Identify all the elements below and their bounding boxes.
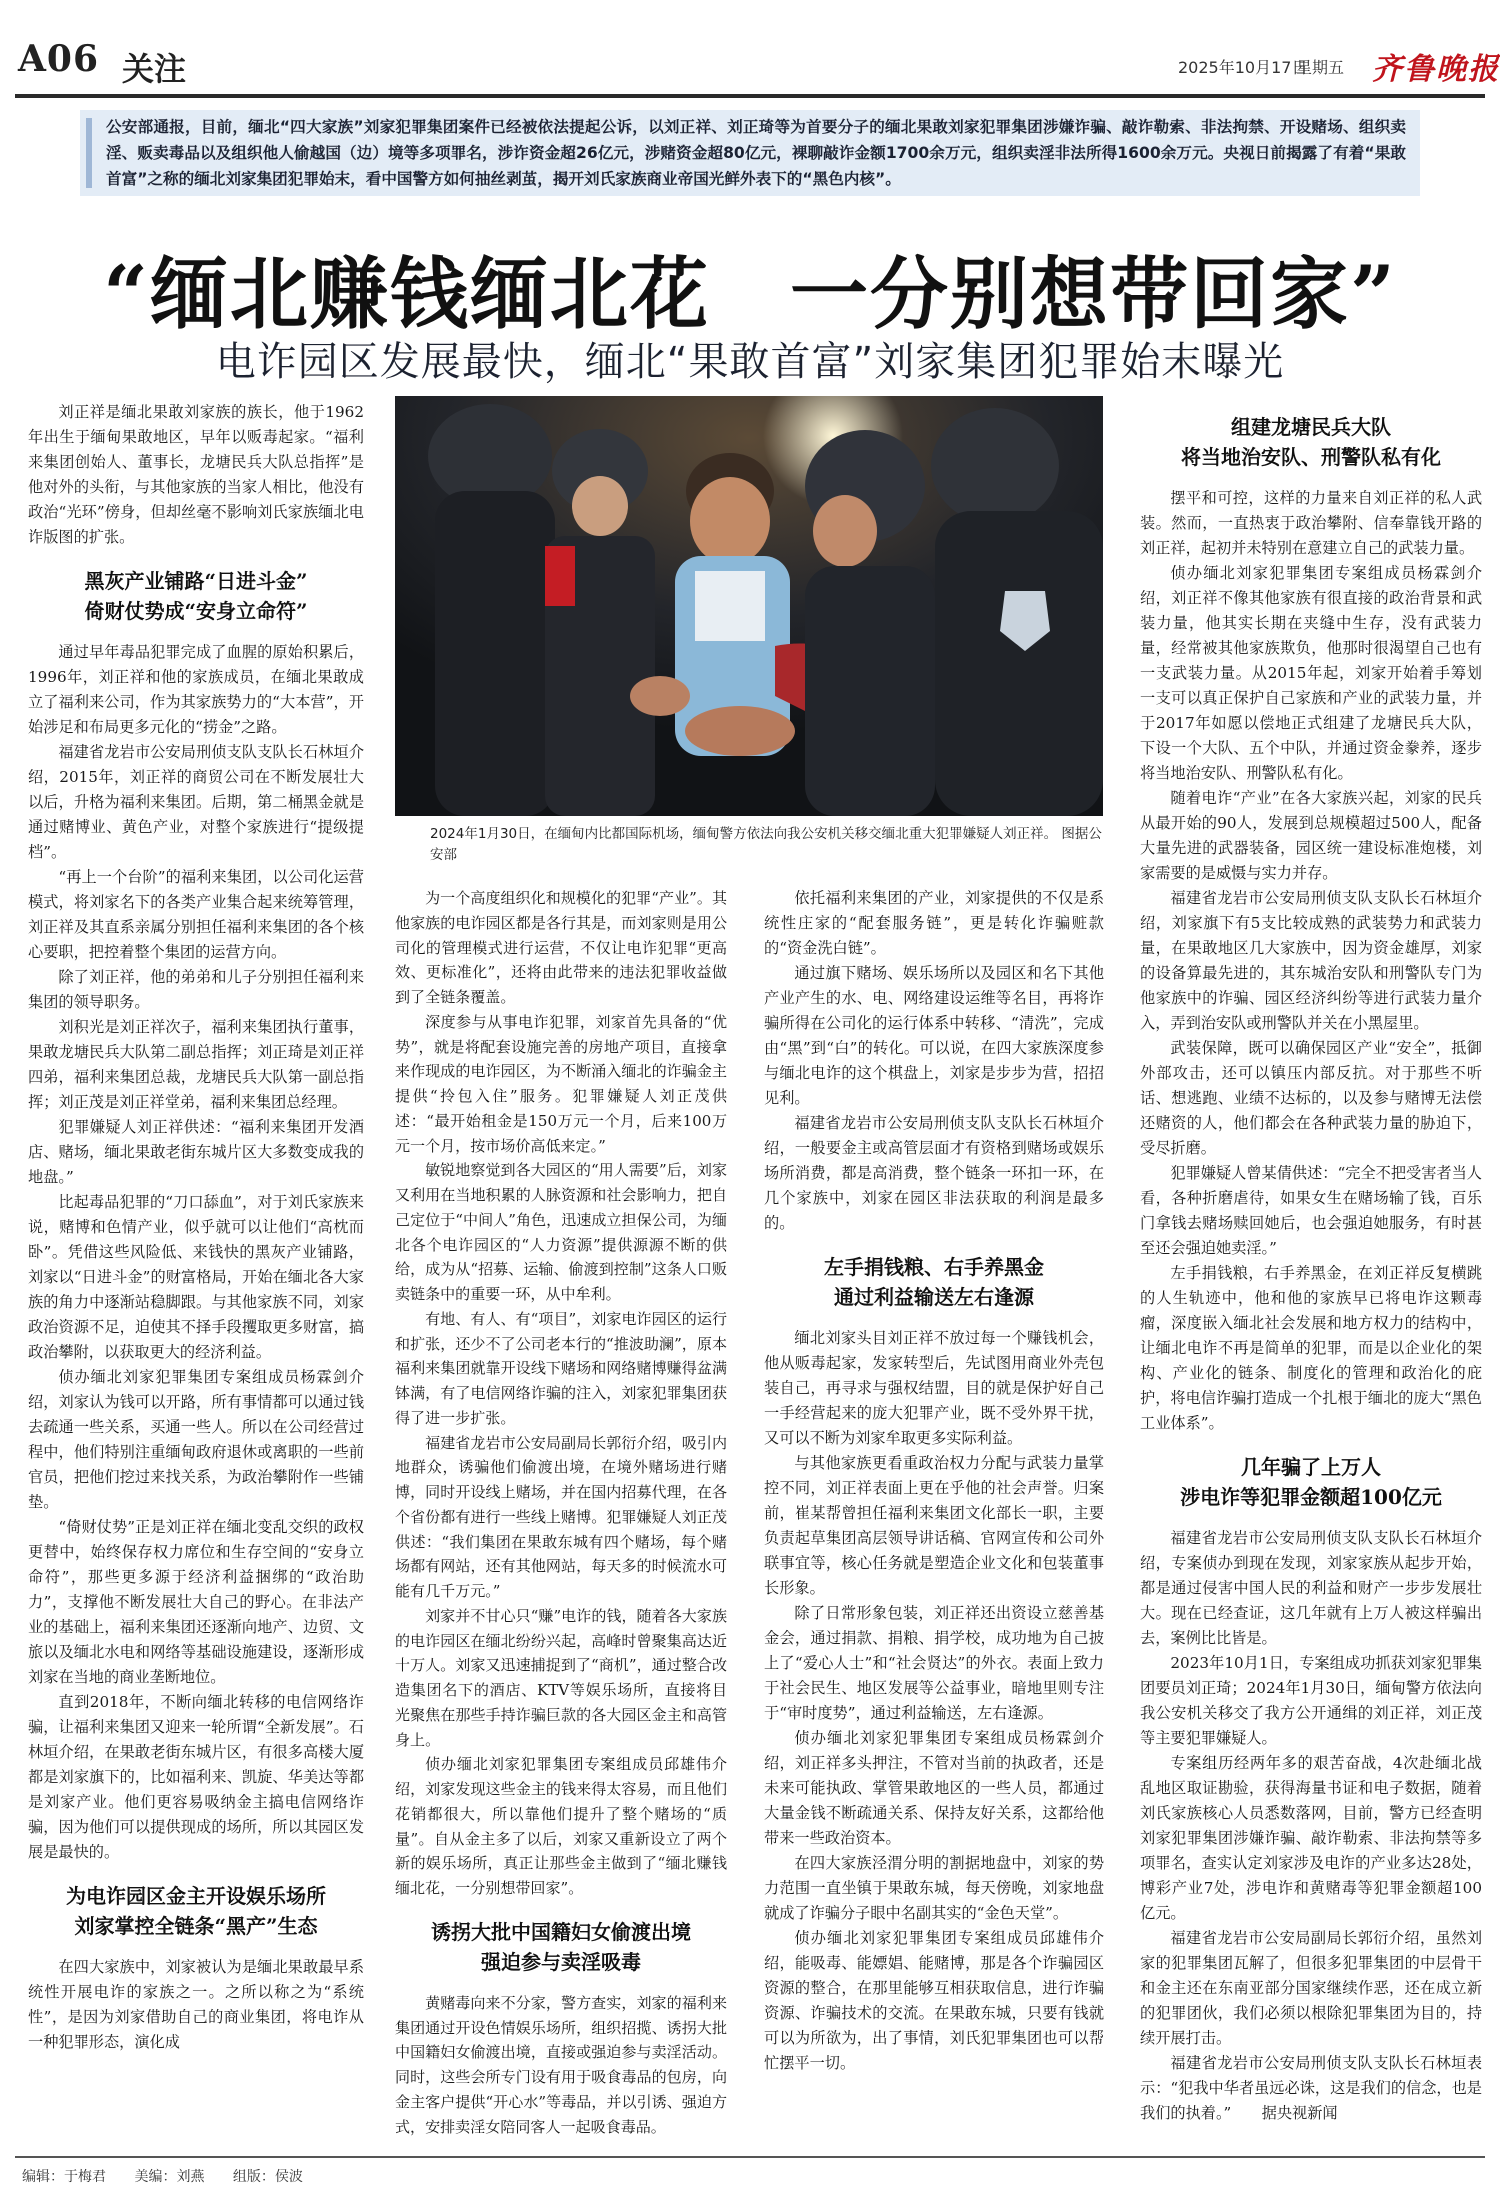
editor-credit: 编辑：于梅君	[22, 2169, 106, 2185]
article-paragraph: 左手捐钱粮，右手养黑金，在刘正祥反复横跳的人生轨迹中，他和他的家族早已将电诈这颗毒瘤，深度嵌入缅北社会发展和地方权力的结构中，让缅北电诈不再是简单的犯罪，而是以企业化的架构、产业化的链条、制度化的管理和政治化的庇护，将电信诈骗打造成一个扎根于缅北的庞大“黑色工业体系”。	[1140, 1264, 1482, 1432]
article-paragraph: 除了刘正祥，他的弟弟和儿子分别担任福利来集团的领导职务。	[28, 968, 364, 1011]
issue-weekday: 星期五	[1296, 58, 1345, 77]
layout-credit: 组版：侯波	[232, 2169, 303, 2185]
article-paragraph: 刘积光是刘正祥次子，福利来集团执行董事，果敢龙塘民兵大队第二副总指挥；刘正琦是刘正祥四弟，福利来集团总裁，龙塘民兵大队第一副总指挥；刘正茂是刘正祥堂弟，福利来集团总经理。	[28, 1018, 364, 1111]
section-heading: 组建龙塘民兵大队 将当地治安队、刑警队私有化	[1181, 415, 1441, 469]
article-column-4	[1140, 400, 1482, 2126]
article-paragraph: 缅北刘家头目刘正祥不放过每一个赚钱机会，他从贩毒起家，发家转型后，先试图用商业外壳包装自己，再寻求与强权结盟，目的就是保护好自己一手经营起来的庞大犯罪产业，既不受外界干扰，又可以不断为刘家牟取更多实际利益。	[764, 1329, 1104, 1447]
article-paragraph: 福建省龙岩市公安局刑侦支队支队长石林垣介绍，专案侦办到现在发现，刘家家族从起步开始，都是通过侵害中国人民的利益和财产一步步发展壮大。现在已经查证，这几年就有上万人被这样骗出去，案例比比皆是。	[1140, 1529, 1482, 1647]
article-paragraph: 为一个高度组织化和规模化的犯罪“产业”。其他家族的电诈园区都是各行其是，而刘家则是用公司化的管理模式进行运营，不仅让电诈犯罪“更高效、更标准化”，还将由此带来的违法犯罪收益做到了全链条覆盖。	[395, 889, 727, 1006]
article-paragraph: 深度参与从事电诈犯罪，刘家首先具备的“优势”，就是将配套设施完善的房地产项目，直接拿来作现成的电诈园区，为不断涌入缅北的诈骗金主提供“拎包入住”服务。犯罪嫌疑人刘正茂供述：“最开始租金是150万元一个月，后来100万元一个月，按市场价高低来定。”	[395, 1012, 727, 1155]
section-heading: 诱拐大批中国籍妇女偷渡出境 强迫参与卖淫吸毒	[431, 1919, 691, 1974]
article-subheadline: 电诈园区发展最快，缅北“果敢首富”刘家集团犯罪始末曝光	[215, 339, 1285, 385]
section-heading: 几年骗了上万人 涉电诈等犯罪金额超100亿元	[1180, 1455, 1442, 1509]
article-paragraph: 通过旗下赌场、娱乐场所以及园区和名下其他产业产生的水、电、网络建设运维等名目，再将诈骗所得在公司化的运行体系中转移、“清洗”，完成由“黑”到“白”的转化。可以说，在四大家族深度参与缅北电诈的这个棋盘上，刘家是步步为营，招招见利。	[764, 964, 1104, 1107]
news-photo	[395, 396, 1103, 816]
article-paragraph: 依托福利来集团的产业，刘家提供的不仅是系统性庄家的“配套服务链”，更是转化诈骗赃款的“资金洗白链”。	[764, 889, 1104, 957]
article-paragraph: 除了日常形象包装，刘正祥还出资设立慈善基金会，通过捐款、捐粮、捐学校，成功地为自己披上了“爱心人士”和“社会贤达”的外衣。表面上致力于社会民生、地区发展等公益事业，暗地里则专注于“审时度势”，通过利益输送，左右逢源。	[764, 1604, 1104, 1722]
article-headline: “缅北赚钱缅北花 一分别想带回家”	[103, 249, 1397, 340]
article-paragraph: 犯罪嫌疑人刘正祥供述：“福利来集团开发酒店、赌场，缅北果敢老街东城片区大多数变成我的地盘。”	[28, 1118, 364, 1186]
article-paragraph: 黄赌毒向来不分家，警方查实，刘家的福利来集团通过开设色情娱乐场所，组织招揽、诱拐大批中国籍妇女偷渡出境，直接或强迫参与卖淫活动。同时，这些会所专门设有用于吸食毒品的包房，向金主客户提供“开心水”等毒品，并以引诱、强迫方式，安排卖淫女陪同客人一起吸食毒品。	[395, 1993, 727, 2136]
article-paragraph: 侦办缅北刘家犯罪集团专案组成员邱雄伟介绍，能吸毒、能嫖娼、能赌博，那是各个诈骗园区资源的整合，在那里能够互相获取信息，进行诈骗资源、诈骗技术的交流。在果敢东城，只要有钱就可以为所欲为，出了事情，刘氏犯罪集团也可以帮忙摆平一切。	[764, 1929, 1104, 2072]
section-heading: 左手捐钱粮、右手养黑金 通过利益输送左右逢源	[824, 1255, 1044, 1309]
article-paragraph: 与其他家族更看重政治权力分配与武装力量掌控不同，刘正祥表面上更在乎他的社会声誉。归案前，崔某帮曾担任福利来集团文化部长一职，主要负责起草集团高层领导讲话稿、官网宣传和公司外联事宜等，核心任务就是塑造企业文化和包装董事长形象。	[764, 1454, 1104, 1597]
article-paragraph: 2023年10月1日，专案组成功抓获刘家犯罪集团要员刘正琦；2024年1月30日，缅甸警方依法向我公安机关移交了我方公开通缉的刘正祥，刘正茂等主要犯罪嫌疑人。	[1140, 1654, 1482, 1747]
intro-accent-bar	[86, 118, 92, 188]
article-paragraph: 福建省龙岩市公安局刑侦支队支队长石林垣介绍，刘家旗下有5支比较成熟的武装势力和武装力量，在果敢地区几大家族中，因为资金雄厚，刘家的设备算最先进的，其东城治安队和刑警队专门为他家族中的诈骗、园区经济纠纷等进行武装力量介入，弄到治安队或刑警队并关在小黑屋里。	[1140, 889, 1482, 1032]
article-paragraph: 直到2018年，不断向缅北转移的电信网络诈骗，让福利来集团又迎来一轮所谓“全新发展”。石林垣介绍，在果敢老街东城片区，有很多高楼大厦都是刘家旗下的，比如福利来、凯旋、华美达等都是刘家产业。他们更容易吸纳金主搞电信网络诈骗，因为他们可以提供现成的场所，所以其园区发展是最快的。	[28, 1693, 364, 1861]
article-paragraph: 武装保障，既可以确保园区产业“安全”，抵御外部攻击，还可以镇压内部反抗。对于那些不听话、想逃跑、业绩不达标的，以及参与赌博无法偿还赌资的人，他们都会在各种武装力量的胁迫下，受尽折磨。	[1140, 1039, 1482, 1157]
article-column-2	[395, 886, 727, 2139]
article-paragraph: 刘家并不甘心只“赚”电诈的钱，随着各大家族的电诈园区在缅北纷纷兴起，高峰时曾聚集高达近十万人。刘家又迅速捕捉到了“商机”，通过整合改造集团名下的酒店、KTV等娱乐场所，直接将目光聚焦在那些手持诈骗巨款的各大园区金主和高管身上。	[395, 1606, 727, 1749]
intro-summary: 公安部通报，目前，缅北“四大家族”刘家犯罪集团案件已经被依法提起公诉，以刘正祥、刘正琦等为首要分子的缅北果敢刘家犯罪集团涉嫌诈骗、敲诈勒索、非法拘禁、开设赌场、组织卖淫、贩卖毒品以及组织他人偷越国（边）境等多项罪名，涉诈资金超26亿元，涉赌资金超80亿元，裸聊敲诈金额1700余万元，组织卖淫非法所得1600余万元。央视日前揭露了有着“果敢首富”之称的缅北刘家集团犯罪始末，看中国警方如何抽丝剥茧，揭开刘氏家族商业帝国光鲜外表下的“黑色内核”。	[106, 118, 1406, 188]
section-heading: 为电诈园区金主开设娱乐场所 刘家掌控全链条“黑产”生态	[66, 1884, 326, 1938]
article-paragraph: 福建省龙岩市公安局副局长郭衍介绍，虽然刘家的犯罪集团瓦解了，但很多犯罪集团的中层骨干和金主还在东南亚部分国家继续作恶，还在成立新的犯罪团伙，我们必须以根除犯罪集团为目的，持续开展打击。	[1140, 1929, 1482, 2047]
article-paragraph: 通过早年毒品犯罪完成了血腥的原始积累后，1996年，刘正祥和他的家族成员，在缅北果敢成立了福利来公司，作为其家族势力的“大本营”，开始涉足和布局更多元化的“捞金”之路。	[28, 643, 364, 736]
section-heading: 黑灰产业铺路“日进斗金” 倚财仗势成“安身立命符”	[84, 569, 308, 623]
article-paragraph: “再上一个台阶”的福利来集团，以公司化运营模式，将刘家名下的各类产业集合起来统筹管理，刘正祥及其直系亲属分别担任福利来集团的各个核心要职，把控着整个集团的运营方向。	[28, 868, 364, 961]
article-paragraph: 在四大家族泾渭分明的割据地盘中，刘家的势力范围一直坐镇于果敢东城，每天傍晚，刘家地盘就成了诈骗分子眼中名副其实的“金色天堂”。	[764, 1854, 1104, 1922]
section-title: 关注	[122, 50, 187, 88]
article-paragraph: 侦办缅北刘家犯罪集团专案组成员邱雄伟介绍，刘家发现这些金主的钱来得太容易，而且他们花销都很大，所以靠他们提升了整个赌场的“质量”。自从金主多了以后，刘家又重新设立了两个新的娱乐场所，真正让那些金主做到了“缅北赚钱缅北花，一分别想带回家”。	[395, 1755, 727, 1897]
article-paragraph: 福建省龙岩市公安局刑侦支队支队长石林垣表示：“犯我中华者虽远必诛，这是我们的信念，也是我们的执着。” 据央视新闻	[1140, 2054, 1482, 2122]
article-paragraph: 专案组历经两年多的艰苦奋战，4次赴缅北战乱地区取证勘验，获得海量书证和电子数据，随着刘氏家族核心人员悉数落网，目前，警方已经查明刘家犯罪集团涉嫌诈骗、敲诈勒索、非法拘禁等多项罪名，查实认定刘家涉及电诈的产业多达28处，博彩产业7处，涉电诈和黄赌毒等犯罪金额超100亿元。	[1140, 1754, 1482, 1922]
article-paragraph: 在四大家族中，刘家被认为是缅北果敢最早系统性开展电诈的家族之一。之所以称之为“系统性”，是因为刘家借助自己的商业集团，将电诈从一种犯罪形态，演化成	[28, 1958, 364, 2051]
article-column-1	[28, 400, 364, 2055]
article-paragraph: 刘正祥是缅北果敢刘家族的族长，他于1962年出生于缅甸果敢地区，早年以贩毒起家。“福利来集团创始人、董事长，龙塘民兵大队总指挥”是他对外的头衔，与其他家族的当家人相比，他没有政治“光环”傍身，但却丝毫不影响刘氏家族缅北电诈版图的扩张。	[28, 403, 364, 546]
article-paragraph: 敏锐地察觉到各大园区的“用人需要”后，刘家又利用在当地积累的人脉资源和社会影响力，把自己定位于“中间人”角色，迅速成立担保公司，为缅北各个电诈园区的“人力资源”提供源源不断的供给，成为从“招募、运输、偷渡到控制”这条人口贩卖链条中的重要一环，从中牟利。	[395, 1161, 727, 1303]
article-paragraph: 福建省龙岩市公安局刑侦支队支队长石林垣介绍，2015年，刘正祥的商贸公司在不断发展壮大以后，升格为福利来集团。后期，第二桶黑金就是通过赌博业、黄色产业，对整个家族进行“提级提档”。	[28, 743, 364, 861]
article-paragraph: 犯罪嫌疑人曾某倩供述：“完全不把受害者当人看，各种折磨虐待，如果女生在赌场输了钱，百乐门拿钱去赌场赎回她后，也会强迫她服务，有时甚至还会强迫她卖淫。”	[1140, 1164, 1482, 1257]
header-divider	[15, 94, 1485, 98]
issue-date: 2025年10月17日	[1178, 58, 1308, 77]
article-paragraph: 侦办缅北刘家犯罪集团专案组成员杨霖剑介绍，刘正祥不像其他家族有很直接的政治背景和武装力量，他其实长期在夹缝中生存，没有武装力量，经常被其他家族欺负，他那时很渴望自己也有一支武装力量。从2015年起，刘家开始着手筹划一支可以真正保护自己家族和产业的武装力量，并于2017年如愿以偿地正式组建了龙塘民兵大队，下设一个大队、五个中队，并通过资金豢养，逐步将当地治安队、刑警队私有化。	[1140, 564, 1482, 782]
page-number: A06	[18, 38, 100, 80]
footer-divider	[15, 2156, 1485, 2158]
article-paragraph: 比起毒品犯罪的“刀口舔血”，对于刘氏家族来说，赌博和色情产业，似乎就可以让他们“高枕而卧”。凭借这些风险低、来钱快的黑灰产业铺路，刘家以“日进斗金”的财富格局，开始在缅北各大家族的角力中逐渐站稳脚跟。与其他家族不同，刘家政治资源不足，迫使其不择手段攫取更多财富，搞政治攀附，以获取更大的经济利益。	[28, 1193, 364, 1361]
article-paragraph: 侦办缅北刘家犯罪集团专案组成员杨霖剑介绍，刘家认为钱可以开路，所有事情都可以通过钱去疏通一些关系，买通一些人。所以在公司经营过程中，他们特别注重缅甸政府退休或离职的一些前官员，把他们挖过来找关系，为政治攀附作一些铺垫。	[28, 1368, 364, 1511]
article-column-3	[764, 886, 1104, 2076]
article-paragraph: “倚财仗势”正是刘正祥在缅北变乱交织的政权更替中，始终保存权力席位和生存空间的“安身立命符”，那些更多源于经济利益捆绑的“政治助力”，支撑他不断发展壮大自己的野心。在非法产业的基础上，福利来集团还逐渐向地产、边贸、文旅以及缅北水电和网络等基础设施建设，逐渐形成刘家在当地的商业垄断地位。	[28, 1518, 364, 1686]
article-paragraph: 摆平和可控，这样的力量来自刘正祥的私人武装。然而，一直热衷于政治攀附、信奉靠钱开路的刘正祥，起初并未特别在意建立自己的武装力量。	[1140, 489, 1482, 557]
art-editor-credit: 美编：刘燕	[134, 2169, 205, 2185]
arrest-scene-illustration	[395, 396, 1103, 816]
photo-caption: 2024年1月30日，在缅甸内比都国际机场，缅甸警方依法向我公安机关移交缅北重大犯罪嫌疑人刘正祥。 图据公安部	[430, 826, 1102, 863]
article-paragraph: 福建省龙岩市公安局刑侦支队支队长石林垣介绍，一般要金主或高管层面才有资格到赌场或娱乐场所消费，都是高消费，整个链条一环扣一环，在几个家族中，刘家在园区非法获取的利润是最多的。	[764, 1114, 1104, 1232]
article-paragraph: 侦办缅北刘家犯罪集团专案组成员杨霖剑介绍，刘正祥多头押注，不管对当前的执政者，还是未来可能执政、掌管果敢地区的一些人员，都通过大量金钱不断疏通关系、保持友好关系，这都给他带来一些政治资本。	[764, 1729, 1104, 1847]
article-paragraph: 福建省龙岩市公安局副局长郭衍介绍，吸引内地群众，诱骗他们偷渡出境，在境外赌场进行赌博，同时开设线上赌场，并在国内招募代理，在各个省份都有进行一些线上赌博。犯罪嫌疑人刘正茂供述：“我们集团在果敢东城有四个赌场，每个赌场都有网站，还有其他网站，每天多的时候流水可能有几千万元。”	[395, 1433, 727, 1600]
newspaper-logo: 齐鲁晚报	[1372, 52, 1500, 87]
article-paragraph: 随着电诈“产业”在各大家族兴起，刘家的民兵从最开始的90人，发展到总规模超过500人，配备大量先进的武器装备，园区统一建设标准炮楼，刘家需要的是威慑与实力并存。	[1140, 789, 1482, 882]
footer-credits	[22, 2166, 317, 2186]
article-paragraph: 有地、有人、有“项目”，刘家电诈园区的运行和扩张，还少不了公司老本行的“推波助澜”，原本福利来集团就靠开设线下赌场和网络赌博赚得盆满钵满，有了电信网络诈骗的注入，刘家犯罪集团获得了进一步扩张。	[395, 1309, 727, 1427]
